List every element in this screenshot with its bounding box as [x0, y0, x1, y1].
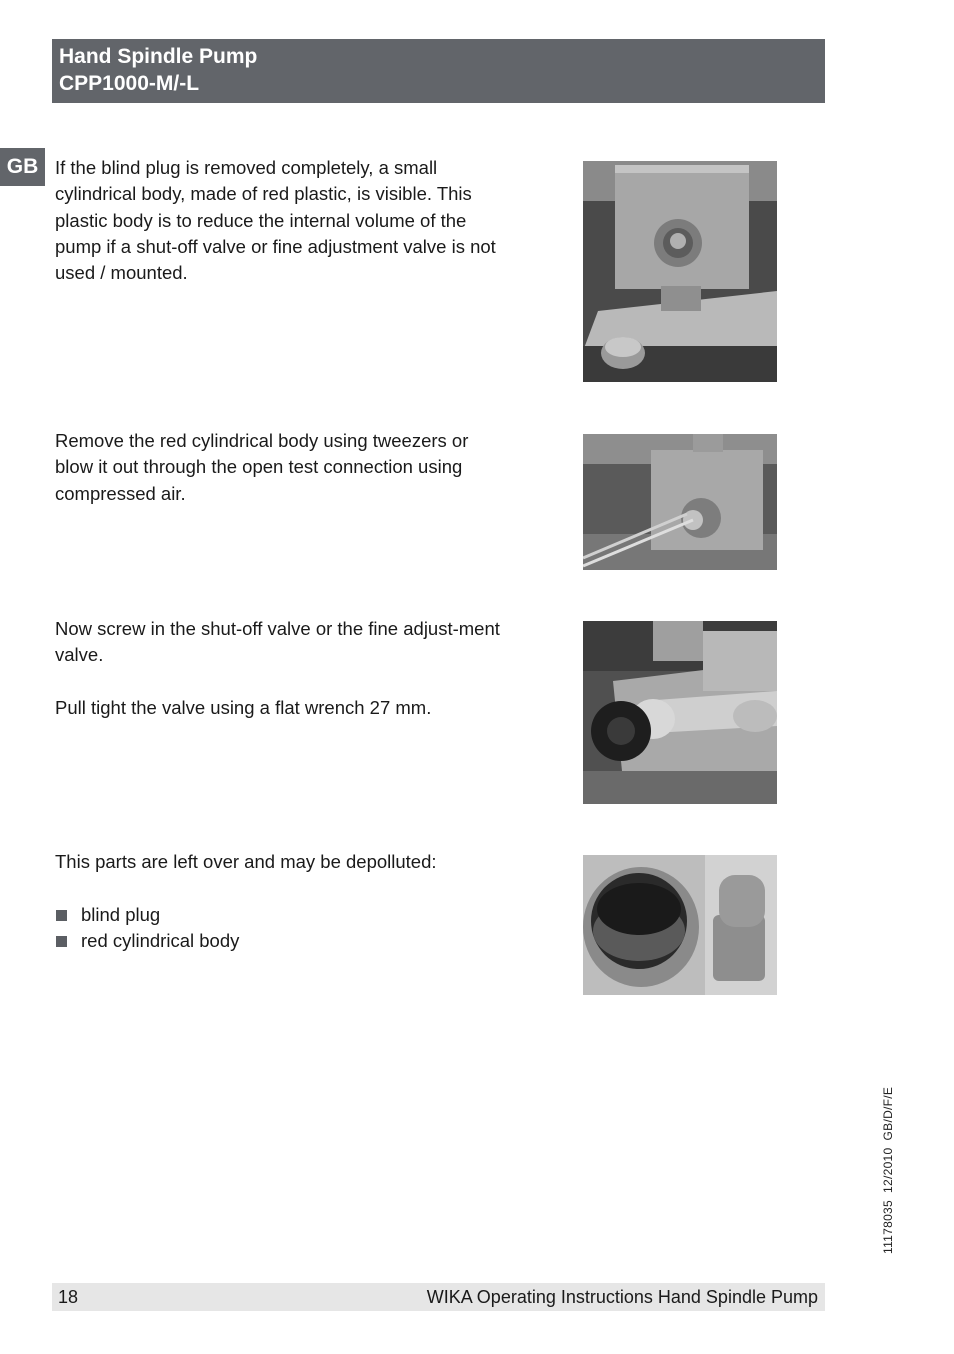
section-4-text: This parts are left over and may be depolluted:	[55, 851, 437, 872]
section-3-text-2: Pull tight the valve using a flat wrench 27 mm.	[55, 697, 432, 718]
photo-leftover-parts	[583, 855, 777, 995]
list-item-label: blind plug	[81, 904, 161, 925]
page-footer	[52, 1283, 825, 1311]
photo-tweezers-removal	[583, 434, 777, 570]
list-item	[55, 902, 239, 928]
page-header	[52, 39, 825, 103]
doc-date: 12/2010	[881, 1147, 895, 1193]
doc-number: 11178035	[881, 1199, 895, 1254]
photo-wrench-tightening	[583, 621, 777, 804]
footer-title: WIKA Operating Instructions Hand Spindle Pump	[426, 1287, 818, 1307]
header-title: Hand Spindle Pump	[59, 45, 258, 68]
bullet-square-icon	[56, 936, 67, 947]
leftover-parts-list	[55, 902, 239, 955]
header-model: CPP1000-M/-L	[59, 72, 200, 95]
list-item	[55, 928, 239, 954]
section-1-text: If the blind plug is removed completely, a small cylindrical body, made of red plastic, is visible. This plastic body is to reduce the internal volume of the pump if a shut-off valve or fine adjustment valve is not used / mounted.	[55, 157, 496, 284]
photo-blind-plug-removed	[583, 161, 777, 382]
bullet-square-icon	[56, 910, 67, 921]
section-3-text: Now screw in the shut-off valve or the fine adjust-ment valve.	[55, 618, 500, 666]
list-item-label: red cylindrical body	[81, 930, 240, 952]
page-number: 18	[58, 1287, 79, 1307]
section-2-text: Remove the red cylindrical body using tweezers or blow it out through the open test connection using compressed air.	[55, 430, 469, 504]
document-reference	[881, 1087, 895, 1254]
doc-languages: GB/D/F/E	[881, 1086, 895, 1141]
language-tab: GB	[0, 148, 45, 186]
